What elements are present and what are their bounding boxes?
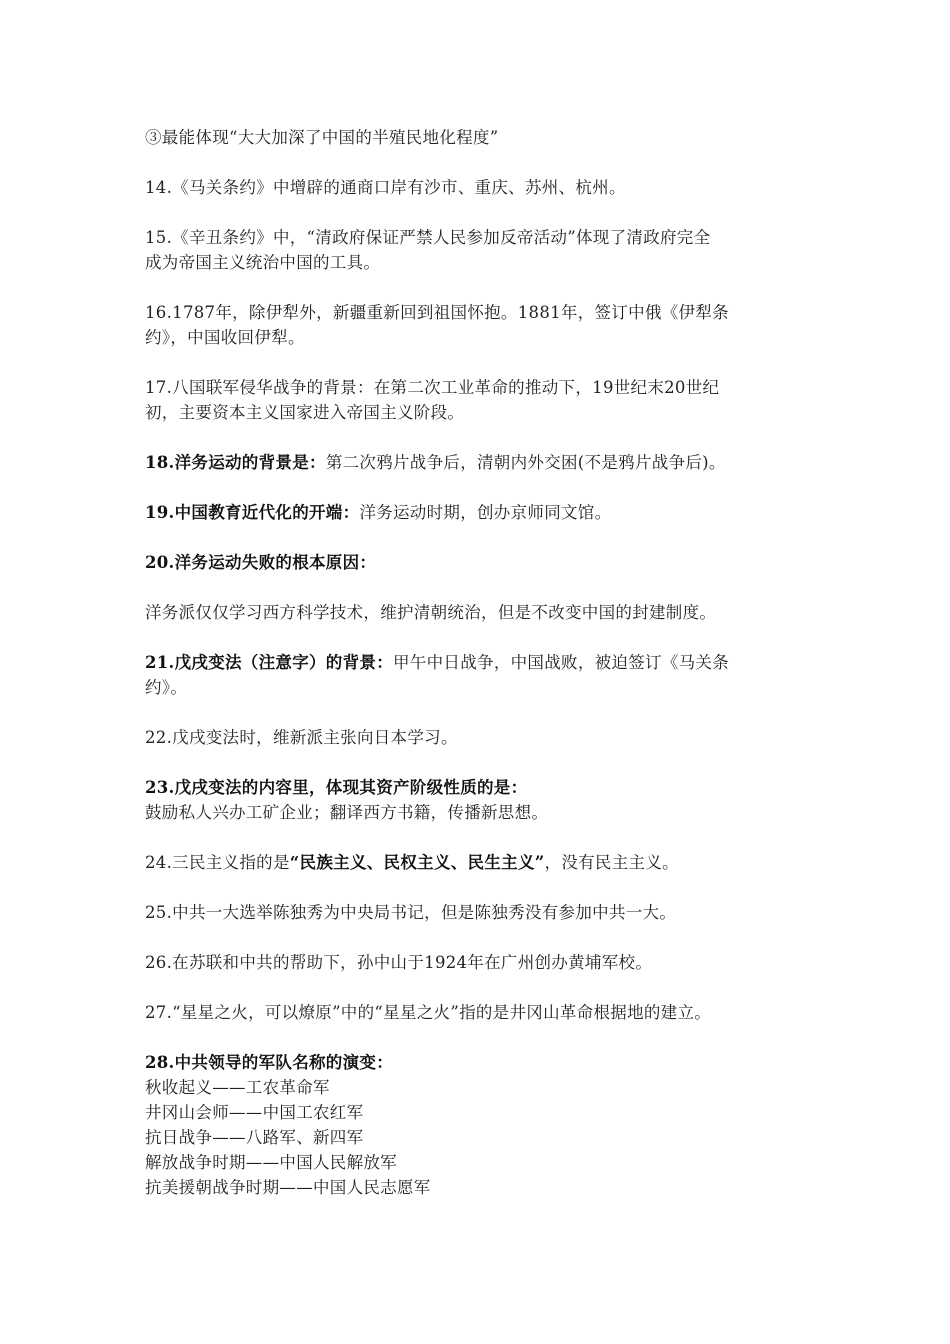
- item-22: [145, 725, 835, 750]
- document-body: [145, 125, 835, 1200]
- item-17-line-2: 初，主要资本主义国家进入帝国主义阶段。: [145, 403, 465, 422]
- item-14-text: 14.《马关条约》中增辟的通商口岸有沙市、重庆、苏州、杭州。: [145, 178, 626, 197]
- item-18-heading: 18.洋务运动的背景是：: [145, 453, 326, 472]
- item-25-text: 25.中共一大选举陈独秀为中央局书记，但是陈独秀没有参加中共一大。: [145, 903, 677, 922]
- item-16-line-2: 约》，中国收回伊犁。: [145, 328, 305, 347]
- item-27: [145, 1000, 835, 1025]
- item-21-text-1: 甲午中日战争，中国战败，被迫签订《马关条: [393, 653, 730, 672]
- item-21-heading: 21.戊戌变法（注意字）的背景：: [145, 653, 394, 672]
- item-15-line-2: 成为帝国主义统治中国的工具。: [145, 253, 381, 272]
- item-21: [145, 650, 835, 700]
- item-19-heading: 19.中国教育近代化的开端：: [145, 503, 360, 522]
- army-name-line: 抗日战争——八路军、新四军: [145, 1128, 364, 1147]
- army-name-line: 井冈山会师——中国工农红军: [145, 1103, 364, 1122]
- item-15: [145, 225, 835, 275]
- item-19-text: 洋务运动时期，创办京师同文馆。: [359, 503, 612, 522]
- item-14: [145, 175, 835, 200]
- item-19: [145, 500, 835, 525]
- item-26: [145, 950, 835, 975]
- army-name-line: 秋收起义——工农革命军: [145, 1078, 330, 1097]
- item-24-text-post: ，没有民主主义。: [544, 853, 679, 872]
- item-3: [145, 125, 835, 150]
- item-28-heading: 28.中共领导的军队名称的演变：: [145, 1053, 394, 1072]
- item-21-text-2: 约》。: [145, 678, 188, 697]
- item-16-line-1: 16.1787年，除伊犁外，新疆重新回到祖国怀抱。1881年，签订中俄《伊犁条: [145, 303, 729, 322]
- item-21-line-1: [145, 650, 835, 675]
- item-24-emphasis: “民族主义、民权主义、民生主义”: [289, 853, 545, 872]
- item-24: [145, 850, 835, 875]
- item-25: [145, 900, 835, 925]
- item-22-text: 22.戊戌变法时，维新派主张向日本学习。: [145, 728, 458, 747]
- item-16: [145, 300, 835, 350]
- item-20-heading-row: [145, 550, 835, 575]
- item-3-text: ③最能体现“大大加深了中国的半殖民地化程度”: [145, 128, 499, 147]
- item-18: [145, 450, 835, 475]
- item-23-heading: 23.戊戌变法的内容里，体现其资产阶级性质的是：: [145, 778, 528, 797]
- army-name-line: 解放战争时期——中国人民解放军: [145, 1153, 397, 1172]
- item-26-text: 26.在苏联和中共的帮助下，孙中山于1924年在广州创办黄埔军校。: [145, 953, 653, 972]
- item-23-text: 鼓励私人兴办工矿企业；翻译西方书籍，传播新思想。: [145, 803, 549, 822]
- item-20-heading: 20.洋务运动失败的根本原因：: [145, 553, 377, 572]
- item-18-text: 第二次鸦片战争后，清朝内外交困(不是鸦片战争后)。: [325, 453, 726, 472]
- item-27-text: 27.“星星之火，可以燎原”中的“星星之火”指的是井冈山革命根据地的建立。: [145, 1003, 712, 1022]
- item-20-body-row: [145, 600, 835, 625]
- item-24-text-pre: 24.三民主义指的是: [145, 853, 290, 872]
- army-name-line: 抗美援朝战争时期——中国人民志愿军: [145, 1178, 431, 1197]
- item-28: [145, 1050, 835, 1200]
- item-15-line-1: 15.《辛丑条约》中，“清政府保证严禁人民参加反帝活动”体现了清政府完全: [145, 228, 711, 247]
- item-23: [145, 775, 835, 825]
- item-17-line-1: 17.八国联军侵华战争的背景：在第二次工业革命的推动下，19世纪末20世纪: [145, 378, 720, 397]
- item-17: [145, 375, 835, 425]
- item-20-text: 洋务派仅仅学习西方科学技术，维护清朝统治，但是不改变中国的封建制度。: [145, 603, 717, 622]
